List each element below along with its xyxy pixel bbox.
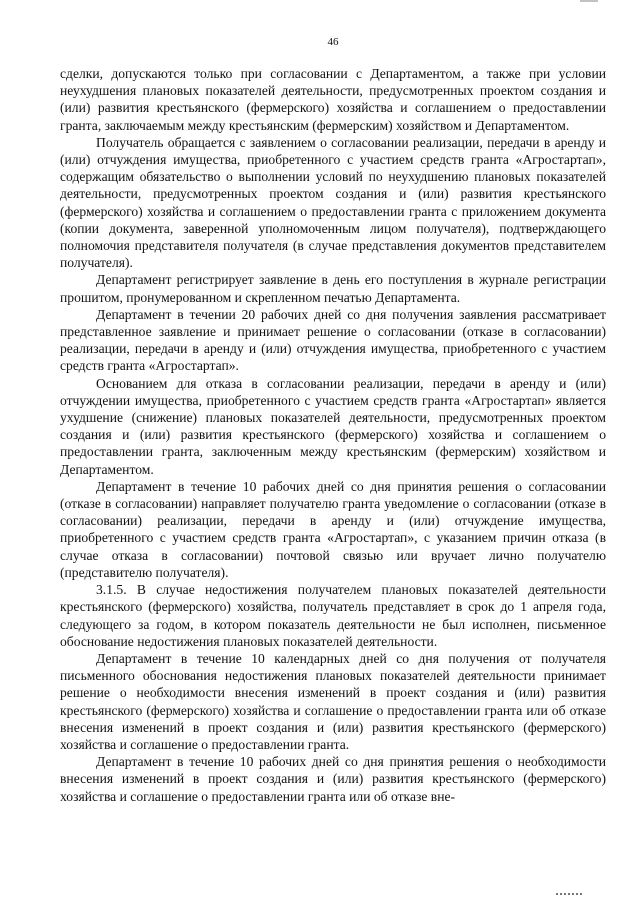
paragraph-application: Получатель обращается с заявлением о согласовании реализации, передачи в аренду и (или) отчуждения имущества, приобретенного с участием средств гранта «Агростартап», содержащим обязательство о выполнении условий по неухудшению плановых показателей деятельности, предусмотренных проектом создания и (или) развития крестьянского (фермерского) хозяйства и соглашением о предоставлении гранта с приложением документа (копии документа, заверенной уполномоченным лицом получателя), подтверждающего полномочия представителя получателя (в случае представления документов представителем получателя). [60, 134, 606, 271]
paragraph-decision: Департамент в течение 10 календарных дней со дня получения от получателя письменного обоснования недостижения плановых показателей деятельности принимает решение о необходимости внесения изменений в проект создания и (или) развития крестьянского (фермерского) хозяйства и соглашение о предоставлении гранта или об отказе внесения изменений в проект создания и (или) развития крестьянского (фермерского) хозяйства и соглашение о предоставлении гранта. [60, 650, 606, 752]
paragraph-review-period: Департамент в течении 20 рабочих дней со дня получения заявления рассматривает представленное заявление и принимает решение о согласовании (отказе в согласовании) реализации, передачи в аренду и (или) отчуждения имущества, приобретенного с участием средств гранта «Агростартап». [60, 306, 606, 374]
paragraph-continuation: сделки, допускаются только при согласовании с Департаментом, а также при условии неухудшения плановых показателей деятельности, предусмотренных проектом создания и (или) развития крестьянского (фермерского) хозяйства и соглашением о предоставлении гранта, заключаемым между крестьянским (фермерским) хозяйством и Департаментом. [60, 66, 606, 133]
paragraph-registration: Департамент регистрирует заявление в день его поступления в журнале регистрации прошитом, пронумерованном и скрепленном печатью Департамента. [60, 272, 606, 305]
paragraph-refusal-grounds: Основанием для отказа в согласовании реализации, передачи в аренду и (или) отчуждении имущества, приобретенного с участием средств гранта «Агростартап» является ухудшение (снижение) плановых показателей деятельности, предусмотренных проектом создания и (или) развития крестьянского (фермерского) хозяйства и соглашением о предоставлении гранта, заключенным между крестьянским (фермерским) хозяйством и Департаментом. [60, 375, 606, 477]
scan-artifact-bottom [556, 893, 582, 897]
page-number: 46 [327, 36, 339, 48]
paragraph-final: Департамент в течение 10 рабочих дней со дня принятия решения о необходимости внесения изменений в проект создания и (или) развития крестьянского (фермерского) хозяйства и соглашение о предоставлении гранта или об отказе вне- [60, 754, 606, 804]
paragraph-notification: Департамент в течение 10 рабочих дней со дня принятия решения о согласовании (отказе в согласовании) направляет получателю гранта уведомление о согласовании (отказе в согласовании) реализации, передачи в аренду и (или) отчуждение имущества, приобретенного с участием средств гранта «Агростартап», с указанием причин отказа (в случае отказа в согласовании) почтовой связью или вручает лично получателю (представителю получателя). [60, 478, 606, 580]
scan-artifact-top [580, 0, 598, 2]
paragraph-section-3-1-5: 3.1.5. В случае недостижения получателем плановых показателей деятельности крестьянского (фермерского) хозяйства, получатель представляет в срок до 1 апреля года, следующего за годом, в котором показатель деятельности не был исполнен, письменное обоснование недостижения плановых показателей деятельности. [60, 582, 606, 649]
document-page [60, 36, 606, 805]
